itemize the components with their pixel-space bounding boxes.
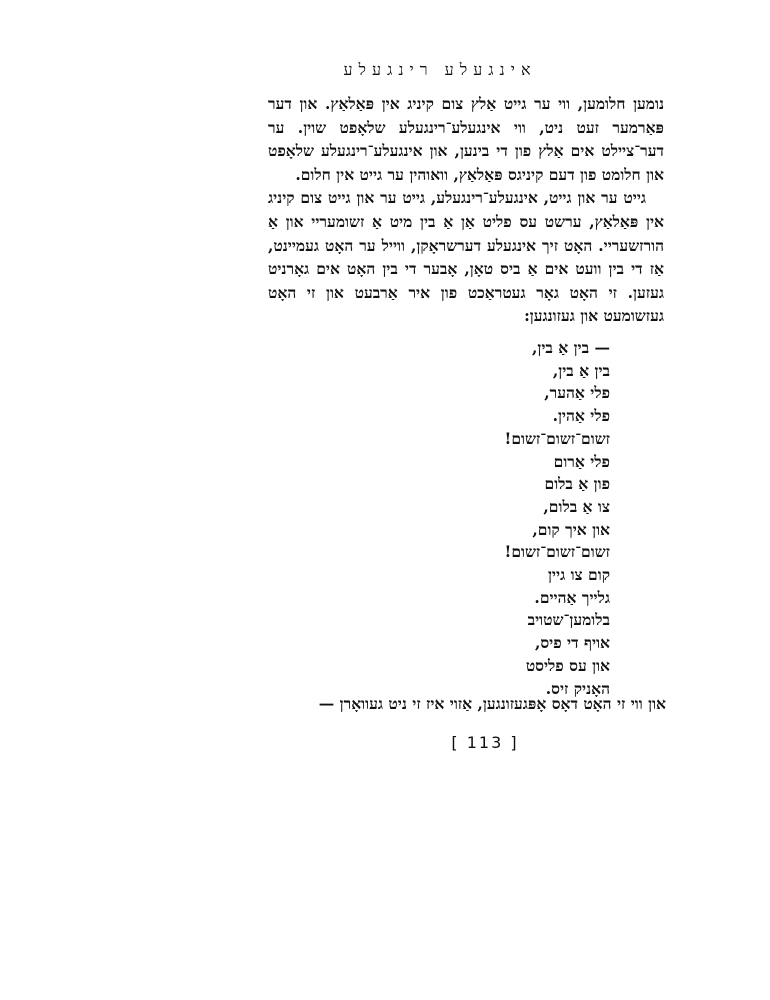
poem-line: בלומען־שטויב [527, 610, 610, 630]
poem-line: קום צו גיין [547, 565, 610, 585]
paragraph-1: נומען חלומען, ווי ער גייט אַלץ צום קיניג אין פּאַלאַץ. און דער פּאַרמער זעט ניט, ווי אינגעלע־רינגעלע שלאָפט שוין. ער דער־ציילט אים אַלץ פון די בינען, און אינגעלע־רינגעלע שלאָפט און חלומט פון דעם קיניגס פּאַלאַץ, וואוהין ער גייט אין חלום. [268, 94, 664, 184]
poem-line: אויף די פיס, [534, 633, 610, 653]
poem-line: — בין אַ בין, [531, 338, 610, 357]
poem-line: האָניק זיס. [545, 678, 610, 698]
closing-line: און ווי זי האָט דאָס אָפּגעזונגען, אַזוי איז זי ניט געוואָרן — [318, 694, 666, 713]
poem-line: פון אַ בלום [544, 474, 610, 494]
poem-line: בין אַ בין, [552, 360, 610, 380]
page-number: [ 113 ] [451, 733, 519, 752]
poem-line: פלי אַהער, [544, 383, 610, 403]
bee-song-poem [360, 337, 610, 700]
poem-line: זשום־זשום־זשום! [504, 428, 610, 448]
poem-line: זשום־זשום־זשום! [504, 542, 610, 562]
poem-line: און איך קום, [532, 519, 610, 539]
prose-body [268, 92, 664, 328]
paragraph-2: גייט ער און גייט, אינגעלע־רינגעלע, גייט ער און גייט צום קיניג אין פּאַלאַץ, ערשט עס פליט אַן אַ בין מיט אַ זשומעריי און אַ הורזשעריי. האָט זיך אינגעלע דערשראָקן, ווייל ער האָט געמיינט, אַז די בין וועט אים אַ ביס טאָן, אָבער די בין האָט אים גאָרניט געזען. זי האָט גאָר געטראַכט פון איר אַרבעט און זי האָט געזשומעט און געזונגען: [268, 188, 664, 326]
poem-line: צו אַ בלום, [543, 496, 610, 516]
poem-line: פלי אַהין. [552, 406, 610, 426]
poem-line: גלייך אַהיים. [534, 587, 610, 607]
running-head: אינגעלע רינגעלע [343, 60, 537, 79]
poem-line: פלי אַרום [553, 451, 610, 471]
poem-line: און עס פליסט [525, 655, 610, 675]
